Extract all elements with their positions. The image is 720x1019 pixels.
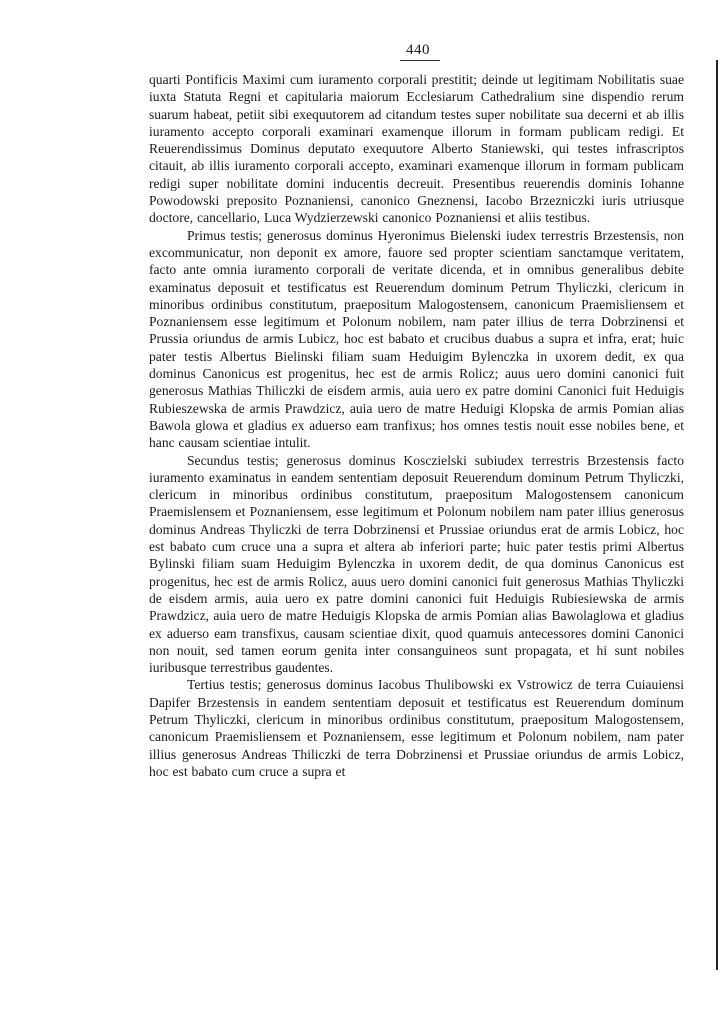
paragraph-secundus-testis: Secundus testis; generosus dominus Kosczielski subiudex terrestris Brzestensis facto iuramento examinatus in eandem sententiam deposuit Reuerendum dominum Petrum Thyliczki, clericum in minoribus ordinibus constitutum, praepositum Malogostensem canonicum Praemislensem et Poznaniensem, esse legitimum et Polonum nobilem nam pater illius generosus dominus Andreas Thyliczki de terra Dobrzinensi et Prussiae oriundus erat de armis Lobicz, hoc est babato cum cruce una a supra et altera ab inferiori parte; huic pater testis primi Albertus Bylinski filiam suam Heduigim Bylenczka in uxorem dedit, de qua dominus Canonicus est progenitus, hec est de armis Rolicz, auus uero domini canonici fuit generosus Mathias Thyliczki de eisdem armis, auia uero ex patre domini canonici fuit Heduigis Rubiesiewska de armis Prawdzicz, auia uero de matre Heduigis Klopska de armis Pomian alias Bawolaglowa et gladius ex aduerso eam transfixus, causam scientiae dixit, quod quamuis antecessores domini Canonici non nouit, sed tamen eorum genita inter consanguineos sunt propagata, et hi sunt nobiles iuribusque terrestribus gaudentes. — [149, 452, 684, 676]
paragraph-intro: quarti Pontificis Maximi cum iuramento corporali prestitit; deinde ut legitimam Nobilitatis suae iuxta Statuta Regni et capitularia maiorum Ecclesiarum Cathedralium sine dispendio rerum suarum habeat, petiit sibi exequutorem ad citandum testes super nobilitate sua decerni et ab illis iuramento accepto corporali examinari examenque illorum in formam publicam redigi. Et Reuerendissimus Dominus deputato exequutore Alberto Staniewski, qui testes infrascriptos citauit, ab illis iuramento corporali accepto, examinari examenque illorum in formam publicam redigi super nobilitate domini inducentis decreuit. Presentibus reuerendis dominis Iohanne Powodowski preposito Poznaniensi, canonico Gneznensi, Iacobo Brzezniczki iuris utriusque doctore, cancellario, Luca Wydzierzewski canonico Poznaniensi et aliis testibus. — [149, 72, 684, 226]
page-number: 440 — [406, 42, 430, 58]
page-edge-line — [716, 60, 718, 970]
paragraph-tertius-testis: Tertius testis; generosus dominus Iacobus Thulibowski ex Vstrowicz de terra Cuiauiensi Dapifer Brzestensis in eandem sententiam deposuit et testificatus est Reuerendum dominum Petrum Thyliczki, clericum in minoribus ordinibus constitutum, praepositum Malogostensem, canonicum Praemisliensem et Poznaniensem, esse legitimum et Polonum nobilem, nam pater illius generosus Andreas Thiliczki de terra Dobrzinensi et Prussiae oriundus de armis Lobicz, hoc est babato cum cruce a supra et — [149, 677, 684, 779]
paragraph-primus-testis: Primus testis; generosus dominus Hyeronimus Bielenski iudex terrestris Brzestensis, non excommunicatur, non deponit ex amore, fauore sed propter scientiam sanctamque veritatem, facto ante omnia iuramento corporali de veritate dicenda, et in omnibus generalibus debite examinatus deposuit et testificatus est Reuerendum dominum Petrum Thyliczki, clericum in minoribus ordinibus constitutum, praepositum Malogostensem, canonicum Praemisliensem et Poznaniensem esse legitimum et Polonum nobilem, nam pater illius de terra Dobrzinensi et Prussia oriundus de armis Lubicz, hoc est babato et crucibus duabus a supra et infra, erat; huic pater testis Albertus Bielinski filiam suam Heduigim Bylenczka in uxorem dedit, ex qua dominus Canonicus est progenitus, hec est de armis Rolicz; auus uero domini canonici fuit generosus Mathias Thiliczki de eisdem armis, auia uero ex patre domini Canonici fuit Heduigis Rubieszewska de armis Prawdzicz, auia uero de matre Heduigi Klopska de armis Pomian alias Bawola glowa et gladius ex aduerso eam tranfixus; hos omnes testis nouit esse nobiles bene, et hanc causam scientiae intulit. — [149, 227, 684, 451]
body-text — [149, 71, 684, 780]
header-rule — [400, 60, 440, 61]
